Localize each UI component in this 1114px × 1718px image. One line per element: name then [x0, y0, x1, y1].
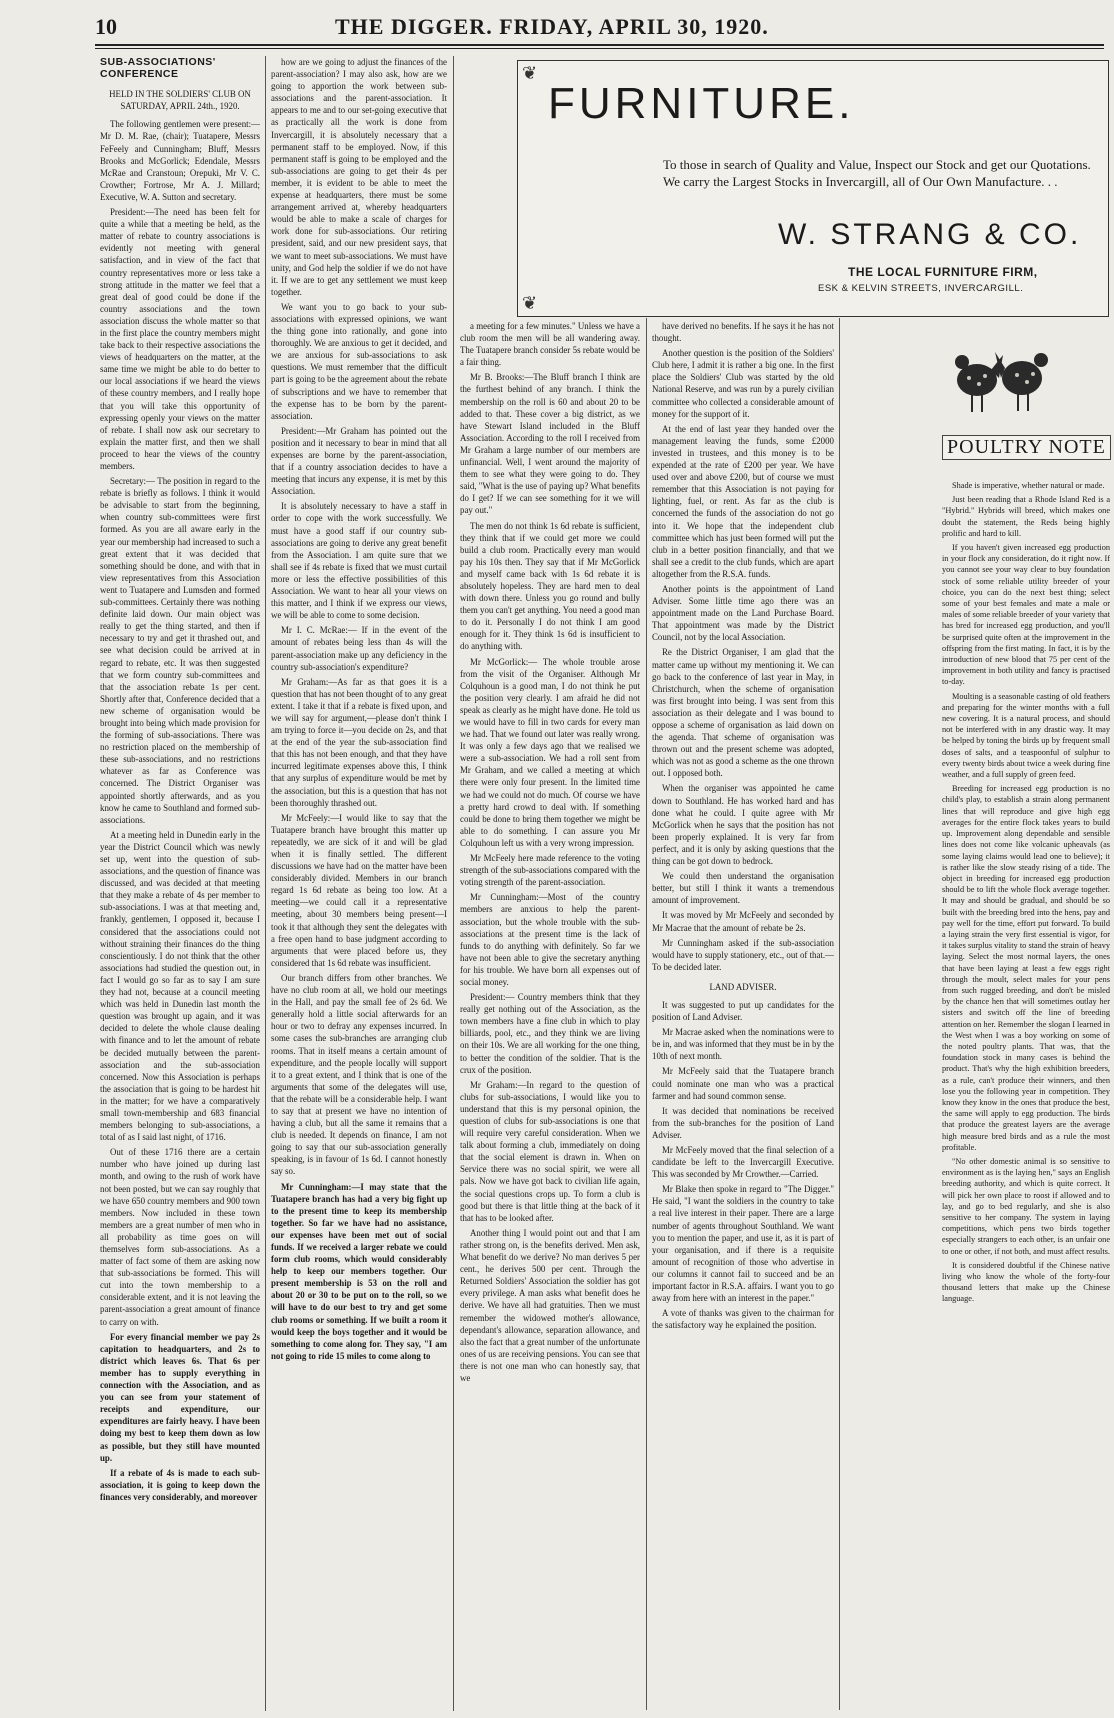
paragraph: If you haven't given increased egg production in your flock any consideration, do it right now. If you cannot see your way clear to buy foundation stock of some reliable utility breeder of your choice, you can do the next best thing; select some of your best females and mate a male or males of some reliable breeder of your variety that has bred for increased egg production, and you'll be surprised quite often at the improvement in the offspring from the first mating. In fact, it is by the introduction of new blood that 75 per cent of the improvement in both utility and fancy is practised to-day. [942, 543, 1110, 687]
paragraph: Mr Cunningham:—Most of the country members are anxious to help the parent-association, but the whole trouble with the sub-associations at the present time is the lack of funds to do anything with definitely. So far we have not been able to give the secretary anything for his trouble. We have born all expenses out of social money. [460, 892, 640, 987]
paragraph: We want you to go back to your sub-associations with expressed opinions, we want the thing gone into rationally, and gone into thoroughly. We are anxious to get it decided, and we are anxious for sub-associations to ask questions. We must remember that the difficult part is going to be the agreement about the rebate of subscriptions and we have to remember that the expense has to be born by the parent-association. [271, 301, 447, 421]
paragraph: At a meeting held in Dunedin early in the year the District Council which was newly set up, went into the question of sub-associations, and the question of finance was discussed, and was decided at that meeting that they make a rebate of 4s per member to sub-associations. I was at that meeting and, frankly, gentlemen, I opposed it, because I considered that the associations could not without straining their finances do the thing conscientiously. I do not think that the other associations had studied the question out, in fact I would go so far as to say I am sure they had not, because at a council meeting which was held in Dunedin last month the question was brought up again, and it was decided to delete the whole clause dealing with finance and to let the amount of rebate be decided mutually between the parent-association and the sub-association concerned. Now this Association is perhaps the association that is going to be hardest hit in the matter; for we have a comparatively small town-membership and 683 financial members belonging to sub-associations, a total of as I said last night, of 1716. [100, 829, 260, 1143]
paragraph: Shade is imperative, whether natural or made. [952, 481, 1105, 490]
paragraph: For every financial member we pay 2s capitation to headquarters, and 2s to district which leaves 6s. That 6s per member has to supply everything in connection with the Association, and as you can see from your statement of receipts and expenditure, our expenditures are fairly heavy. I have been doing my best to keep them down as low as possible, but they still have mounted up. [100, 1331, 260, 1463]
furniture-advert [517, 60, 1109, 317]
column-rule [453, 56, 454, 1711]
paragraph: Breeding for increased egg production is no child's play, to establish a strain along permanent lines that will reproduce and give high egg averages for the entire flock takes years to build up. Improvement along dependable and sensible lines does not come like volcanic upheavals (as some laying claims would lead one to believe); it is rather like the slow steady rising of a tide. The object in breeding for increased egg production should be to lift the whole flock average together. It may and should be gradual, and should be so built with the breeding bred into the hens, pay and pay well for the time, effort put forward. To build a laying strain the very first essential is vigor, for it takes surplus vitality to stand the strain of heavy laying. Select the most normal layers, the ones that have been laying at least a few eggs right through the moult, select males for your pens from such rugged breeding, and don't be misled by the chance hen that will sometimes outlay her sisters and switch off the line of breeding attention on her. Remember the slogan I learned in the West when I was a boy working on some of the noted poultry plants. That was, that the foundation stock in many cases is behind the product. That's why the high exhibition breeders, as a rule, can't produce their winners, and then lose you the following year in competition. They know they know in the ones that produce the best, the same will apply to egg production. The birds that produce the greatest layers are the average high measure bred birds and as a rule the most profitable. [942, 784, 1110, 1152]
paragraph: It is considered doubtful if the Chinese native living who know the whole of the forty-four thousand letters that make up the Chinese language. [942, 1260, 1110, 1304]
paragraph: Our branch differs from other branches. We have no club room at all, we hold our meetings in the Hall, and pay the small fee of 2s 6d. We generally hold a little social afterwards for an hour or two to defray any expenses incurred. In some cases the sub-branches are arranging club rooms. That in itself means a certain amount of expenditure, and the people locally will support it to a great extent, and I think that is one of the arguments that some of the delegates will use, that the rebate will be a considerable help. I want to say that at present we have no intention of having a club, but all the same it remains that a club is needed. It depends on finance, I am not going to say that our sub-association generally speaking, is in favour of 1s 6d. I cannot honestly say so. [271, 972, 447, 1177]
paragraph: It is absolutely necessary to have a staff in order to cope with the work successfully. We must have a good staff if our country sub-associations are going to derive any great benefit from the Association. I am quite sure that we shall see if 4s rebate is fixed that we must curtail more or less the effective possibilities of this Association. We want to hear all your views on this matter, and I think if we express our views, we will be able to come to some decision. [271, 501, 447, 621]
article-column-1 [100, 56, 260, 1714]
paragraph: Mr Blake then spoke in regard to "The Digger." He said, "I want the soldiers in the country to take a real live interest in their paper. There are a large number of agents throughout Southland. We want you to mention the paper, and use it, as it is part of your organisation, and if there is a requisite amount of recognition of those who advertise in our columns it cannot fail to succeed and be an important factor in R.S.A. affairs. I want you to go away from here with an interest in the paper." [652, 1184, 834, 1304]
advert-tagline: To those in search of Quality and Value, Inspect our Stock and get our Quotations. We carry the Largest Stocks in Invercargill, all of Our Own Manufacture. . . [663, 157, 1091, 189]
article-column-2 [271, 56, 447, 1714]
paragraph: President:—The need has been felt for quite a while that a meeting be held, as the matter of rebate to country associations is evidently not meeting with general satisfaction, and in view of the fact that country representatives more or less take a strong attitude in the matter we feel that a great deal of good could be done if the country associations and the town association discuss the whole matter so that in the first place the country members might take back to their respective associations the views of headquarters on the matter, at the same time we might be able to do better to our local associations if we heard the views of these country members, and I really hope that you will take this opportunity of expressing openly your views on the matter of rebate. I shall now ask our secretary to explain the matter first, and then we shall proceed to hear the views of the country members. [100, 207, 260, 471]
paragraph: how are we going to adjust the finances of the parent-association? I may also ask, how are we going to apportion the work between sub-associations and the parent-association. It appears to me and to our set-going executive that as practically all the work is done from Invercargill, it is absolutely necessary that a permanent staff to be employed. Now, if this permanent staff is going to be employed and the sub-associations are going to get their 4s per member, it is evident to be able to meet the expense at headquarters, there must be some arrangement arrived at, whereby headquarters would be able to make a scale of charges for work done for sub-associations. Our retiring president, said, and our new president says, that we want to meet sub-associations. We must have unity, and God help the soldier if we do not have it. If we are to get any settlement we must keep together. [271, 57, 447, 297]
paragraph: "No other domestic animal is so sensitive to environment as is the laying hen," says an English breeding authority, and which is quite correct. It will pick her own place to roost if allowed and to lay, and go to bed regularly, and she is also sensitive to her company. The system in laying competitions, which pens two birds together especially strangers to each other, is an unfair one to one or other, if not both, and must affect results. [942, 1156, 1110, 1256]
paragraph: Another thing I would point out and that I am rather strong on, is the benefits derived. Men ask, What benefit do we derive? No man derives 5 per cent., he derives 500 per cent. Through the Returned Soldiers' Association the soldier has got every privilege. A man asks what benefit does he derive. We have all had gratuities. Then we must remember the widowed mother's allowance, dependant's allowance, separation allowance, and also the fact that a great number of the unfortunate ones of us are receiving pensions. You can see that there is not one man who can honestly say, that we [460, 1227, 640, 1383]
paragraph: Just been reading that a Rhode Island Red is a "Hybrid." Hybrids will breed, which makes one doubt the statement, the Reds being highly prolific and hard to kill. [942, 495, 1110, 538]
poultry-header [937, 320, 1112, 470]
paragraph: At the end of last year they handed over the management leaving the funds, some £2000 invested in trustees, and this money is to be expended at the rate of £200 per year. We have used over and above £200, but of course we must remember that this Association is not paying for lighting, fuel, or rent. As far as the club is concerned the funds of the association do not go into it. We hope that the independent club committee which has just been formed will put the club in a better position financially, and that we shall see a credit to the club funds, which are apart altogether from the R.S.A. funds. [652, 423, 834, 579]
paragraph: Moulting is a seasonable casting of old feathers and preparing for the winter months with a full new covering. It is a natural process, and should not be interfered with in any drastic way. It may be helped by toning the birds up by frequent small doses of salts, and a teaspoonful of sulphur to every twenty birds about twice a week during fine weather, and a full supply of green feed. [942, 691, 1110, 780]
article-subheading: HELD IN THE SOLDIERS' CLUB ON SATURDAY, APRIL 24th., 1920. [109, 89, 251, 112]
paragraph: If a rebate of 4s is made to each sub-association, it is going to keep down the finances very considerably, and moreover [100, 1467, 260, 1502]
paragraph: Secretary:— The position in regard to the rebate is briefly as follows. I think it would be advisable to start from the beginning, when country sub-committees were first formed. As you are all aware early in the year our membership had increased to such a great extent that it was decided that something should be done, and with that in view representatives from this Association went to Tuatapere and Lumsden and formed sub-committees. Certainly there was nothing definite laid down. Our main object was really to get the thing started, and then if necessary to try and get it thrashed out, and see what decision could be arrived at in regard to rebate, etc. It was then suggested that we form country sub-committees and that the association rebate 1s per cent. Shortly after that, Conference decided that a new scheme of organisation would be brought into being which made provision for the forming of sub-associations. There was no restriction placed on the membership of these sub-associations, and no restrictions whatever as far as Conference was concerned. The District Organiser was appointed shortly afterwards, and as you know he came to Southland and formed sub-associations. [100, 476, 260, 825]
column-rule [646, 318, 647, 1710]
section-heading: LAND ADVISER. [709, 981, 777, 992]
column-rule [265, 56, 266, 1711]
paragraph: Mr McGorlick:— The whole trouble arose from the visit of the Organiser. Although Mr Colquhoun is a good man, I do not think he put the position very clearly. I am afraid he did not speak as clearly as he might have done. He told us we would have to fill in two cards for every man we had. That we found out later was really wrong. It was only a few days ago that we realised we were a sub-association. We had a roll sent from Mr Graham, and we called a meeting at which there were only four present. In the limited time we had we could not do much. Of course we have a pretty hard crowd to deal with. If something could be done to bring them together we might be able to do something. I can assure you Mr Colquhoun left us with a very wrong impression. [460, 656, 640, 848]
paragraph: Mr McFeely moved that the final selection of a candidate be left to the Invercargill Executive. This was seconded by Mr Crowther.—Carried. [652, 1145, 834, 1180]
masthead-rule [95, 44, 1104, 46]
advert-address: ESK & KELVIN STREETS, INVERCARGILL. [818, 283, 1024, 294]
paragraph: Another question is the position of the Soldiers' Club here, I admit it is rather a big one. In the first place the Soldiers' Club was started by the old National Reserve, and was run by a purely civilian committee who collected a considerable amount of money for the support of it. [652, 348, 834, 419]
paragraph: Out of these 1716 there are a certain number who have joined up during last month, and owing to the rush of work have not been posted, but we can say roughly that we have 650 country members and 900 town members. Now included in these town members are a great number of men who in all probability as time goes on will themselves form sub-associations. As a matter of fact some of them are asking now that sub-associations be formed. This will cut into the town membership to a considerable extent, and it is not leaving the parent-association a great amount of finance to carry on with. [100, 1147, 260, 1327]
masthead [95, 14, 1104, 42]
masthead-rule-thin [95, 48, 1104, 49]
hens-illustration-icon [947, 320, 1057, 430]
paragraph: Mr B. Brooks:—The Bluff branch I think are the furthest behind of any branch. I think the membership on the roll is 60 and about 20 to be added to that. These cover a big district, as we have Stewart Island included in the Bluff Association. According to the roll I received from Mr Graham a large number of our members are unfinancial. Well, I went around the majority of them to see what they were going to do. They said, "What is the use of paying up? What benefits do I get? If we can see something for it we will pay out." [460, 372, 640, 516]
paragraph: have derived no benefits. If he says it he has not thought. [652, 321, 834, 344]
paragraph: Mr McFeely:—I would like to say that the Tuatapere branch have brought this matter up repeatedly, we are sick of it and will be glad when it is finally settled. The different discussions we have had on the matter have been considerably divided. Members in our branch regard 1s 6d rebate as being too low. At a meeting—we could call it a representative meeting, about 30 members being present—I took it that although they sent the delegates with a free open hand to base judgment according to arguments that were placed before us, they considered that 1s 6d rebate was insufficient. [271, 812, 447, 968]
paragraph: Re the District Organiser, I am glad that the matter came up without my mentioning it. We can go back to the conference of last year in May, in Christchurch, when the scheme of organisation was first brought into being. I was sent from this association as their delegate and I was bound to oppose a scheme of organisation as laid down on the agenda. That scheme of organisation was thrown out and the present scheme was adopted, which was not as good a scheme as the one thrown out. I opposed both. [652, 647, 834, 779]
paragraph: A vote of thanks was given to the chairman for the satisfactory way he explained the position. [652, 1308, 834, 1331]
paragraph: It was moved by Mr McFeely and seconded by Mr Macrae that the amount of rebate be 2s. [652, 910, 834, 933]
ornament-icon: ❦ [522, 63, 538, 84]
article-heading: SUB-ASSOCIATIONS' CONFERENCE [100, 56, 216, 81]
masthead-title: THE DIGGER. FRIDAY, APRIL 30, 1920. [335, 14, 769, 39]
paragraph: We could then understand the organisation better, but still I think it wants a tremendous amount of improvement. [652, 871, 834, 906]
paragraph: Mr Cunningham:—I may state that the Tuatapere branch has had a very big fight up to the present time to keep its membership together. So far we have had no assistance, our expenses have been met out of social funds. If we received a larger rebate we could form club rooms, which would considerably help to keep our members together. Our present membership is 53 on the roll and about 20 or 30 to be put on to the roll, so we will have to do our best to try and get some club rooms or something. If we built a room it would keep the boys together and it would be something to come along for. They say, "I am not going to ride 15 miles to come along to [271, 1181, 447, 1361]
paragraph: The following gentlemen were present:—Mr D. M. Rae, (chair); Tuatapere, Messrs FeFeely and Cunningham; Bluff, Messrs Brooks and McGorlick; Edendale, Messrs McRae and Cranstoun; Orepuki, Mr V. C. Crowther; Fortrose, Mr A. J. Millard; Executive, W. A. Sutton and secretary. [100, 119, 260, 202]
paragraph: It was suggested to put up candidates for the position of Land Adviser. [652, 999, 834, 1023]
page-number: 10 [95, 14, 117, 39]
poultry-heading: POULTRY NOTE [942, 435, 1111, 460]
paragraph: Another points is the appointment of Land Adviser. Some little time ago there was an appointment made on the Land Purchase Board. That appointment was made by the District Council, not by the local Association. [652, 583, 834, 643]
paragraph: Mr Cunningham asked if the sub-association would have to supply stationery, etc., out of that.—To be decided later. [652, 937, 834, 972]
article-column-4 [652, 320, 834, 1714]
paragraph: Mr McFeely here made reference to the voting strength of the sub-associations compared with the voting strength of the parent-association. [460, 853, 640, 888]
paragraph: Mr Graham:—In regard to the question of clubs for sub-associations, I would like you to understand that this is my personal opinion, the question of clubs for sub-associations is one that will require very careful consideration. When we talk about forming a club, immediately on doing that the social element is drawn in. When on Service there was no social spirit, we were all pals. Now we have got back to civilian life again, the social questions crops up. To form a club is good but there is that little thing at the back of it that has to be looked after. [460, 1079, 640, 1223]
paragraph: When the organiser was appointed he came down to Southland. He has worked hard and has done what he could. I quite agree with Mr McGorlick when he says that the position has not been properly explained. It is very far from perfect, and it is only by asking questions that the thing can be got down to bedrock. [652, 783, 834, 867]
paragraph: Mr Macrae asked when the nominations were to be in, and was informed that they must be in by the 10th of next month. [652, 1027, 834, 1062]
paragraph: President:—Mr Graham has pointed out the position and it necessary to bear in mind that all expenses are borne by the parent-association, that if a country association decides to have a meeting that incurs any expense, it is met by this Association. [271, 425, 447, 497]
paragraph: Mr McFeely said that the Tuatapere branch could nominate one man who was a practical farmer and had sound common sense. [652, 1066, 834, 1101]
paragraph: Mr Graham:—As far as that goes it is a question that has not been thought of to any great extent. I take it that if a rebate is fixed upon, and we will say for argument,—please don't think I am trying to force it—you decide on 2s, and that at the end of the year the sub-association find that this has not been enough, and that they have incurred legitimate expenses above this, I think that any surplus of expenditure would be met by the association, but this is a question that has not been thoroughly thrashed out. [271, 676, 447, 808]
paragraph: President:— Country members think that they really get nothing out of the Association, as the town members have a fine club in which to play billiards, pool, etc., and they think we are living on their 10s. We are all working for the one thing, to better the condition of the soldier. That is the crux of the position. [460, 992, 640, 1075]
advert-headline: FURNITURE. [548, 79, 855, 128]
column-rule [839, 318, 840, 1710]
advert-company: W. STRANG & CO. [778, 218, 1082, 251]
poultry-column [942, 480, 1110, 1714]
paragraph: The men do not think 1s 6d rebate is sufficient, they think that if we could get more we could build a club room. Practically every man would pay his 10s then. They say that if Mr McGorlick and myself came back with 1s 6d rebate it is absolutely hopeless. They are hard men to deal with down there. Unless you go round and bully them you can't get anything. You need a good man to do it. Personally I do not think I am good enough for it. They think 1s 6d is insufficient to do anything with. [460, 520, 640, 652]
ornament-icon: ❦ [522, 293, 538, 314]
paragraph: Mr I. C. McRae:— If in the event of the amount of rebates being less than 4s will the parent-association make up any deficiency in the country sub-association's expenditure? [271, 625, 447, 672]
advert-firm-line: THE LOCAL FURNITURE FIRM, [848, 265, 1038, 279]
paragraph: a meeting for a few minutes." Unless we have a club room the men will be all wandering away. The Tuatapere branch consider 5s rebate would be a fair thing. [460, 321, 640, 368]
article-column-3 [460, 320, 640, 1714]
paragraph: It was decided that nominations be received from the sub-branches for the position of Land Adviser. [652, 1105, 834, 1140]
